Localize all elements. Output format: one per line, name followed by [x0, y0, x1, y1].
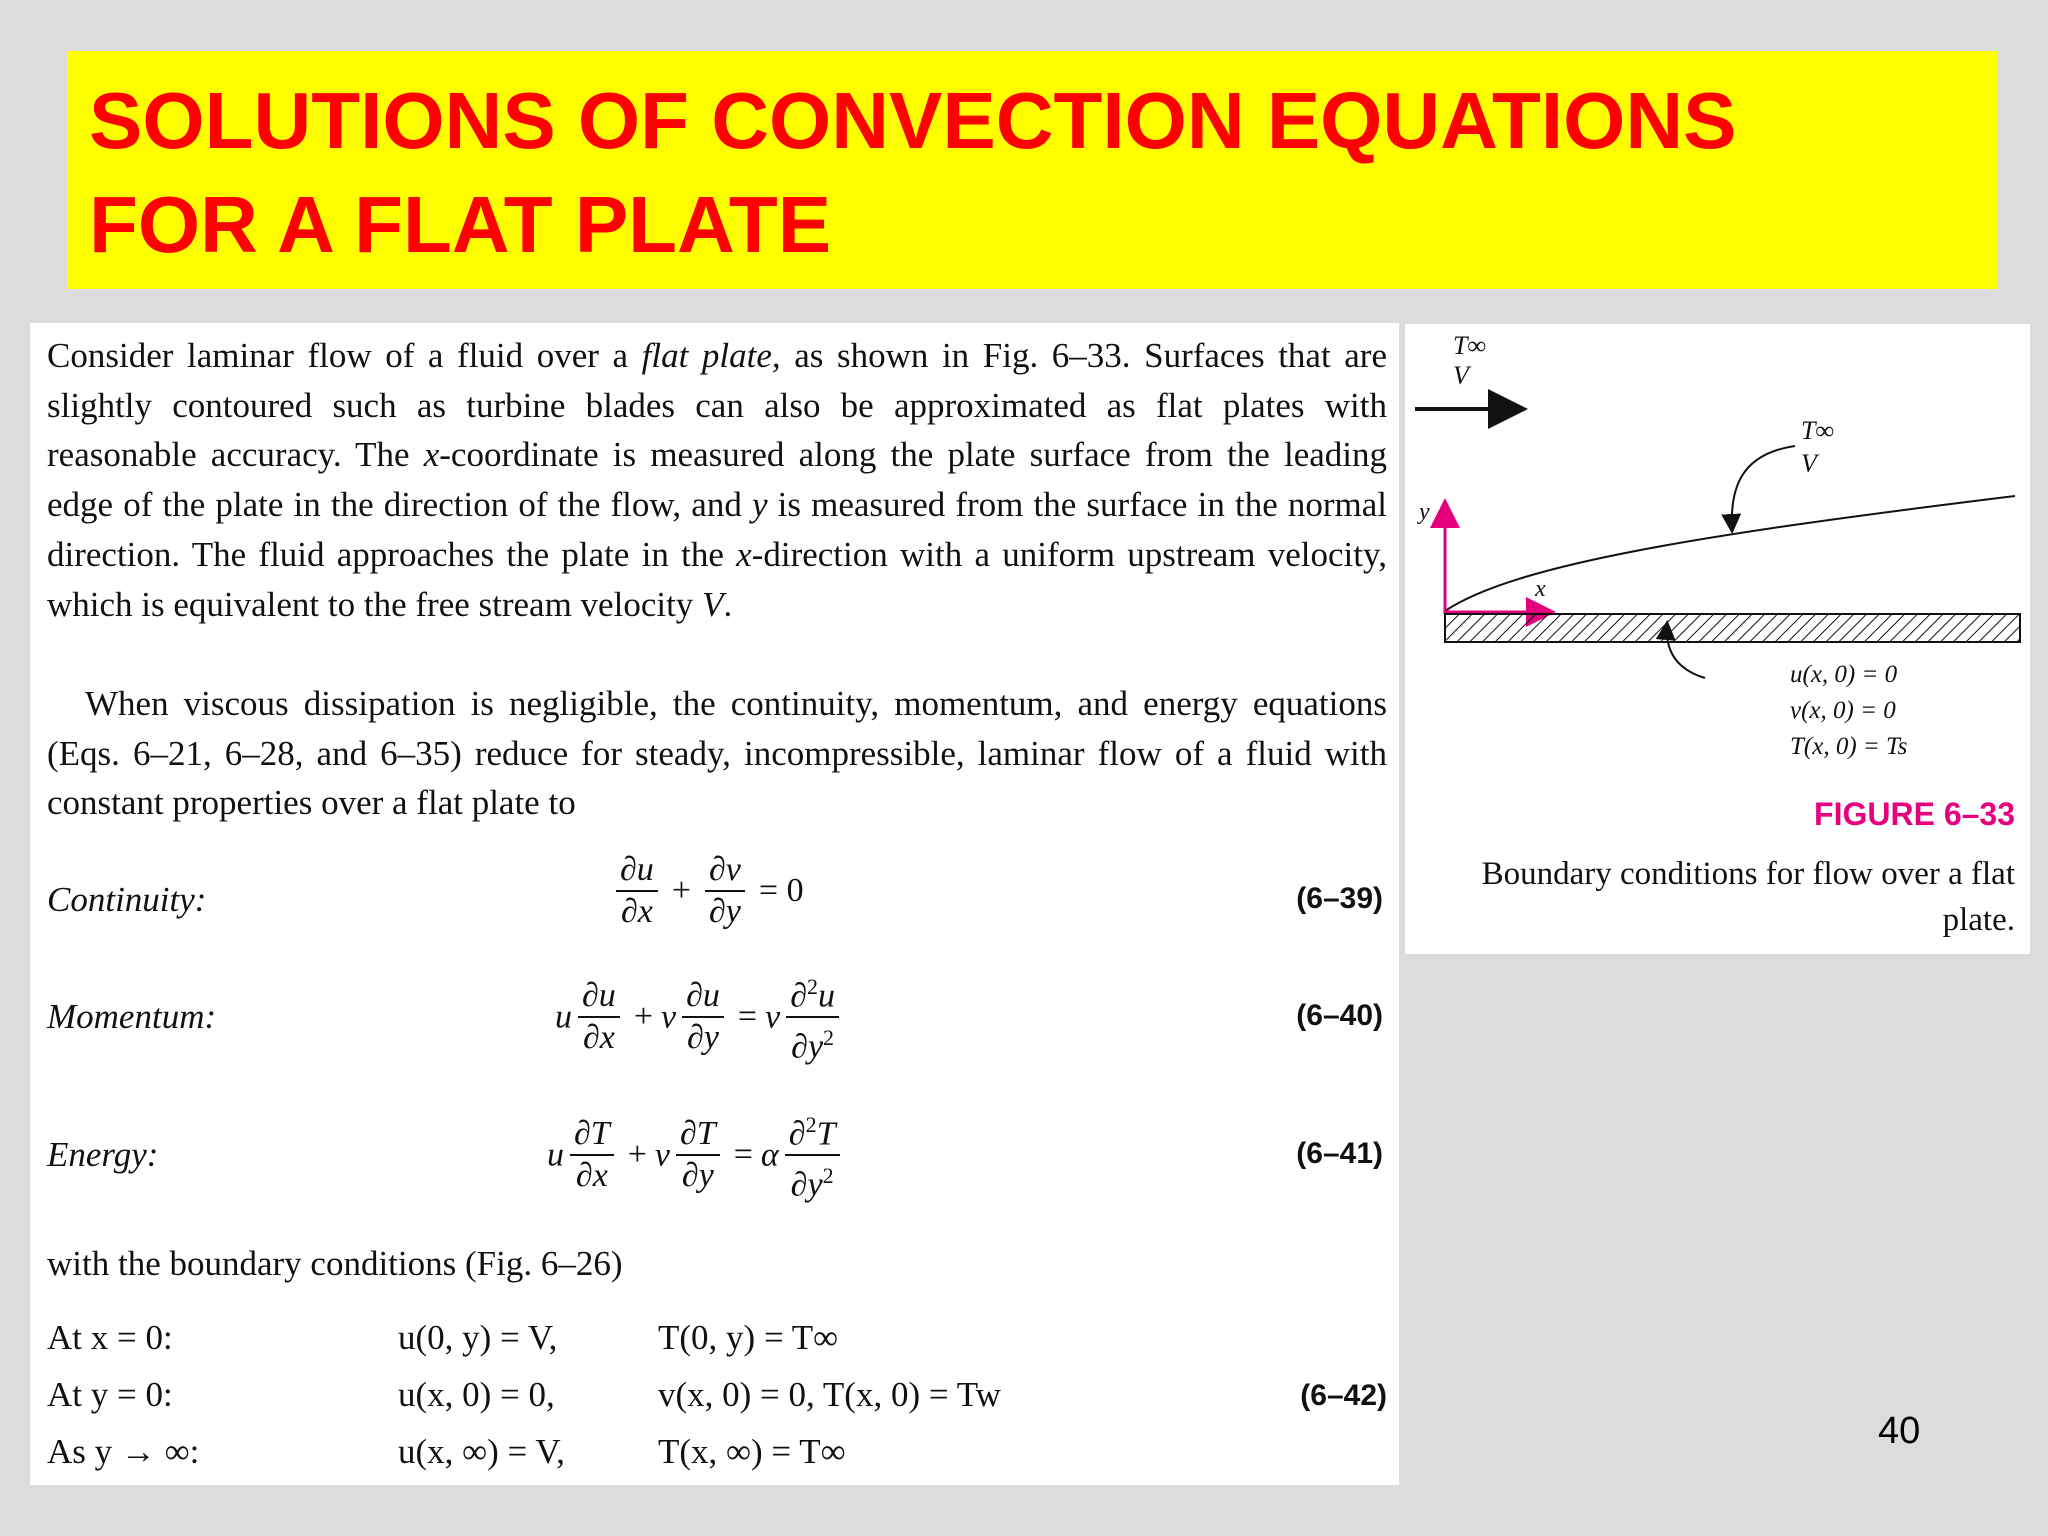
- y-axis-label: y: [1419, 499, 1430, 525]
- continuity-formula: $\frac{\partial u}{\partial x}$ + $\frac{\partial v}{\partial y}$ = 0: [610, 850, 812, 932]
- text-run: -coordinate is measured along the plate surface from the leading edge of the plate in the direction of the flow, and: [47, 435, 1387, 525]
- equation-momentum: [30, 967, 1399, 1087]
- text-run: -direction with a uniform upstream velocity, which is equivalent to the free stream velocity: [47, 534, 1387, 624]
- bc-t-label: T(x, 0) = Ts: [1790, 733, 1908, 760]
- bc-velocity: u(x, ∞) = V,: [398, 1432, 565, 1471]
- title-banner: [67, 51, 1997, 289]
- equation-number: (6–42): [1300, 1379, 1387, 1412]
- bc-row: [47, 1375, 1387, 1425]
- text-run: is measured from the surface in the normal direction. The fluid approaches the plate in the: [47, 485, 1387, 574]
- bc-temperature: T(x, ∞) = T∞: [658, 1432, 846, 1471]
- text-run: Consider laminar flow of a fluid over a: [47, 336, 642, 375]
- second-paragraph: When viscous dissipation is negligible, the continuity, momentum, and energy equations (Eqs. 6–21, 6–28, and 6–35) reduce for steady, incompressible, laminar flow of a fluid with constant properties over a flat plate to: [47, 684, 1387, 823]
- text-run: as shown in Fig. 6–33. Surfaces that are slightly contoured such as turbine blades can also be approximated as flat plates with reasonable accuracy. The: [47, 336, 1387, 475]
- figure-caption: Boundary conditions for flow over a flat plate.: [1481, 856, 2015, 938]
- momentum-formula: u $\frac{\partial u}{\partial x}$ + v $\frac{\partial u}{\partial y}$ = ν $\frac{\partial^2u}{\partial y^2}$: [555, 967, 845, 1068]
- bc-row: [47, 1432, 1387, 1482]
- equation-continuity: [30, 850, 1399, 970]
- edge-temp-label: T∞: [1801, 416, 1834, 445]
- equation-label: Energy:: [47, 1135, 159, 1174]
- slide-title: SOLUTIONS OF CONVECTION EQUATIONS FOR A FLAT PLATE: [89, 76, 1737, 269]
- bc-velocity: u(x, 0) = 0,: [398, 1375, 555, 1414]
- text-var: y: [751, 485, 768, 525]
- energy-formula: u $\frac{\partial T}{\partial x}$ + v $\frac{\partial T}{\partial y}$ = α $\frac{\partial^2T}{\partial y^2}$: [547, 1105, 846, 1206]
- x-axis-label: x: [1535, 576, 1546, 602]
- edge-velocity-label: V: [1801, 449, 1817, 478]
- boundary-conditions-intro: with the boundary conditions (Fig. 6–26): [47, 1244, 623, 1283]
- boundary-layer-curve: [1445, 496, 2015, 611]
- equation-label: Continuity:: [47, 880, 207, 919]
- freestream-temp-label: T∞: [1453, 331, 1486, 360]
- bc-condition: At x = 0:: [47, 1318, 173, 1357]
- text-var: x: [423, 435, 440, 475]
- equation-number: (6–40): [1296, 999, 1383, 1032]
- bc-v-label: v(x, 0) = 0: [1790, 697, 1896, 724]
- bc-velocity: u(0, y) = V,: [398, 1318, 558, 1357]
- bc-row: [47, 1318, 1387, 1368]
- bc-u-label: u(x, 0) = 0: [1790, 661, 1898, 688]
- bc-condition: As y → ∞:: [47, 1432, 200, 1471]
- bc-temperature: v(x, 0) = 0, T(x, 0) = Tw: [658, 1375, 1001, 1414]
- freestream-velocity-label: V: [1453, 361, 1469, 390]
- bc-temperature: T(0, y) = T∞: [658, 1318, 839, 1357]
- bc-condition: At y = 0:: [47, 1375, 173, 1414]
- text-emphasis: flat plate,: [641, 336, 781, 375]
- flat-plate: [1445, 614, 2020, 642]
- equation-number: (6–41): [1296, 1137, 1383, 1170]
- equation-number: (6–39): [1296, 882, 1383, 915]
- equation-energy: [30, 1105, 1399, 1225]
- flat-plate-diagram: [1405, 324, 2030, 784]
- equation-label: Momentum:: [47, 997, 217, 1036]
- figure-title: FIGURE 6–33: [1814, 796, 2015, 832]
- pointer-arrow-icon: [1732, 446, 1795, 530]
- text-var: V: [702, 584, 724, 624]
- figure-panel: [1405, 324, 2030, 954]
- text-var: x: [736, 534, 752, 574]
- slide-number: 40: [1878, 1410, 1921, 1452]
- text-run: .: [723, 584, 733, 624]
- intro-paragraph: [47, 331, 1387, 629]
- text-panel: [30, 323, 1399, 1485]
